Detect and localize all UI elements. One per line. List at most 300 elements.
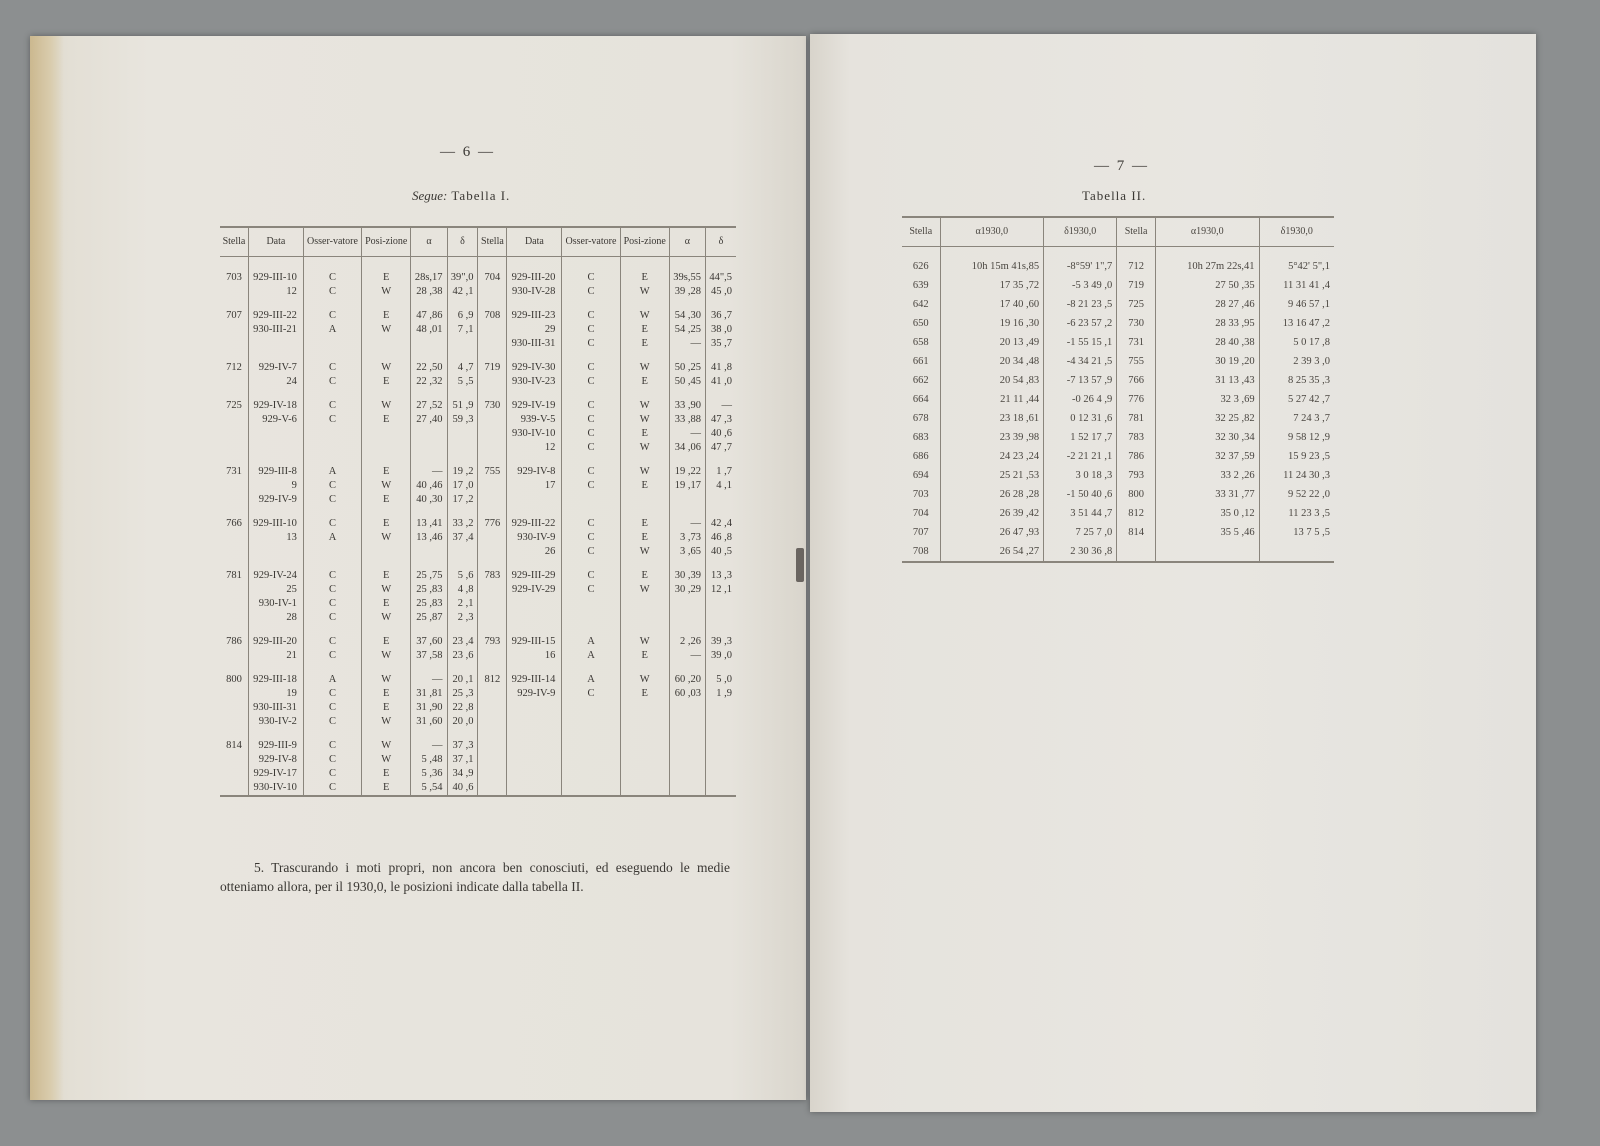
star-number: 766 <box>1117 371 1156 390</box>
star-number: 725 <box>226 400 242 411</box>
table-1-row <box>220 257 736 286</box>
alpha-value: 13 ,41 <box>411 507 447 531</box>
position: W <box>620 413 669 427</box>
alpha-1930: 24 23 ,24 <box>940 447 1044 466</box>
obs-date <box>507 493 562 507</box>
star-number: 814 <box>1117 523 1156 542</box>
table-2-header: Stella <box>902 217 940 247</box>
alpha-value <box>669 715 705 729</box>
obs-date <box>507 597 562 611</box>
alpha-value: — <box>411 455 447 479</box>
left-page <box>30 36 806 1100</box>
table-2-header: α1930,0 <box>940 217 1044 247</box>
star-number <box>220 479 248 493</box>
obs-date <box>248 545 303 559</box>
delta-value: 51 ,9 <box>447 389 478 413</box>
delta-value: 42 ,4 <box>706 507 736 531</box>
star-number <box>220 701 248 715</box>
obs-date: 930-IV-9 <box>507 531 562 545</box>
alpha-1930: 28 27 ,46 <box>1155 295 1259 314</box>
position <box>362 427 411 441</box>
delta-1930: 2 39 3 ,0 <box>1259 352 1334 371</box>
table-2 <box>902 216 1334 565</box>
obs-date: 929-IV-8 <box>507 455 562 479</box>
position: E <box>362 781 411 796</box>
delta-value: 38 ,0 <box>706 323 736 337</box>
alpha-1930: 32 37 ,59 <box>1155 447 1259 466</box>
table-1-row <box>220 781 736 796</box>
star-number: 708 <box>912 546 929 557</box>
table-1-header: Stella <box>478 227 507 257</box>
star-number <box>220 493 248 507</box>
delta-value: 20 ,0 <box>447 715 478 729</box>
table-1-row <box>220 375 736 389</box>
table-1-row <box>220 507 736 531</box>
obs-date <box>507 781 562 796</box>
position: W <box>620 299 669 323</box>
delta-1930: -4 34 21 ,5 <box>1044 352 1117 371</box>
table-2-header-row <box>902 217 1334 247</box>
table-1-header: α <box>411 227 447 257</box>
alpha-value: 33 ,88 <box>669 413 705 427</box>
alpha-value: 60 ,03 <box>669 687 705 701</box>
table-1-row <box>220 285 736 299</box>
table-2-header: δ1930,0 <box>1044 217 1117 247</box>
delta-value: 1 ,7 <box>706 455 736 479</box>
delta-value <box>447 441 478 455</box>
observer: C <box>562 375 620 389</box>
table-1-header: Osser-vatore <box>303 227 361 257</box>
star-number: 626 <box>912 261 929 272</box>
position: E <box>362 455 411 479</box>
alpha-value <box>411 441 447 455</box>
observer: C <box>562 507 620 531</box>
position: W <box>362 663 411 687</box>
delta-value: 22 ,8 <box>447 701 478 715</box>
right-page <box>810 34 1536 1112</box>
observer: C <box>562 285 620 299</box>
star-number <box>220 427 248 441</box>
alpha-value <box>669 611 705 625</box>
table-2-row <box>902 390 1334 409</box>
observer: C <box>303 389 361 413</box>
star-number <box>220 413 248 427</box>
alpha-value: 30 ,29 <box>669 583 705 597</box>
observer: C <box>303 611 361 625</box>
position: E <box>362 413 411 427</box>
delta-value: 5 ,0 <box>706 663 736 687</box>
alpha-1930: 25 21 ,53 <box>940 466 1044 485</box>
obs-date: 929-III-9 <box>248 729 303 753</box>
delta-value: 34 ,9 <box>447 767 478 781</box>
table-1-row <box>220 441 736 455</box>
observer: C <box>562 337 620 351</box>
alpha-value: 39s,55 <box>669 257 705 286</box>
observer: C <box>562 389 620 413</box>
position <box>620 701 669 715</box>
alpha-1930: 26 28 ,28 <box>940 485 1044 504</box>
star-number <box>478 441 507 455</box>
star-number <box>220 545 248 559</box>
delta-value: 59 ,3 <box>447 413 478 427</box>
star-number <box>220 285 248 299</box>
alpha-1930: 23 39 ,98 <box>940 428 1044 447</box>
star-number <box>220 583 248 597</box>
table-1-header: δ <box>706 227 736 257</box>
alpha-value <box>669 767 705 781</box>
obs-date: 929-III-22 <box>248 299 303 323</box>
star-number: 812 <box>478 663 507 687</box>
obs-date: 12 <box>248 285 303 299</box>
delta-value: 2 ,1 <box>447 597 478 611</box>
alpha-1930: 26 54 ,27 <box>940 542 1044 562</box>
alpha-value: 60 ,20 <box>669 663 705 687</box>
star-number <box>478 337 507 351</box>
table-2-body <box>902 247 1334 563</box>
alpha-1930: 10h 15m 41s,85 <box>940 247 1044 277</box>
caption-prefix: Segue: <box>412 188 448 203</box>
obs-date: 28 <box>248 611 303 625</box>
star-number: 678 <box>912 413 929 424</box>
alpha-1930: 26 39 ,42 <box>940 504 1044 523</box>
delta-1930 <box>1259 542 1334 562</box>
delta-value <box>447 337 478 351</box>
observer: C <box>303 715 361 729</box>
table-2-row <box>902 428 1334 447</box>
delta-1930: 5 0 17 ,8 <box>1259 333 1334 352</box>
obs-date <box>507 753 562 767</box>
table-1-row <box>220 559 736 583</box>
observer <box>562 781 620 796</box>
position <box>620 781 669 796</box>
position <box>620 597 669 611</box>
table-2-row <box>902 247 1334 277</box>
table-1-row <box>220 337 736 351</box>
position: W <box>362 753 411 767</box>
table-2-row <box>902 542 1334 562</box>
observer: C <box>303 625 361 649</box>
delta-value: 40 ,5 <box>706 545 736 559</box>
position: W <box>362 715 411 729</box>
delta-value: 37 ,1 <box>447 753 478 767</box>
alpha-value: 19 ,17 <box>669 479 705 493</box>
star-number: 781 <box>1117 409 1156 428</box>
delta-value <box>447 427 478 441</box>
observer: C <box>303 781 361 796</box>
table-2-row <box>902 409 1334 428</box>
obs-date: 24 <box>248 375 303 389</box>
alpha-1930: 23 18 ,61 <box>940 409 1044 428</box>
star-number: 725 <box>1117 295 1156 314</box>
star-number <box>1117 542 1156 562</box>
obs-date: 929-IV-18 <box>248 389 303 413</box>
star-number: 703 <box>912 489 929 500</box>
position <box>362 337 411 351</box>
star-number: 800 <box>226 674 242 685</box>
star-number <box>220 375 248 389</box>
table-1-row <box>220 479 736 493</box>
obs-date: 17 <box>507 479 562 493</box>
paragraph-text: 5. Trascurando i moti propri, non ancora ben conosciuti, ed eseguendo le medie otteniamo allora, per il 1930,0, le posizioni indicate dalla tabella II. <box>220 860 730 894</box>
obs-date: 929-IV-8 <box>248 753 303 767</box>
star-number <box>220 337 248 351</box>
delta-value: 25 ,3 <box>447 687 478 701</box>
delta-1930: -8 21 23 ,5 <box>1044 295 1117 314</box>
table-1-row <box>220 767 736 781</box>
alpha-value: — <box>411 729 447 753</box>
alpha-value: 54 ,25 <box>669 323 705 337</box>
table-2-header: α1930,0 <box>1155 217 1259 247</box>
alpha-value: — <box>669 337 705 351</box>
delta-1930: -0 26 4 ,9 <box>1044 390 1117 409</box>
star-number: 707 <box>226 310 242 321</box>
alpha-1930 <box>1155 542 1259 562</box>
position: W <box>362 323 411 337</box>
delta-value <box>706 753 736 767</box>
position: E <box>620 559 669 583</box>
delta-1930: 3 51 44 ,7 <box>1044 504 1117 523</box>
delta-1930: 9 46 57 ,1 <box>1259 295 1334 314</box>
star-number <box>478 687 507 701</box>
delta-value: 41 ,8 <box>706 351 736 375</box>
position: E <box>362 767 411 781</box>
alpha-1930: 17 40 ,60 <box>940 295 1044 314</box>
table-2-row <box>902 523 1334 542</box>
table-1-row <box>220 611 736 625</box>
table-1-row <box>220 351 736 375</box>
obs-date: 13 <box>248 531 303 545</box>
alpha-1930: 10h 27m 22s,41 <box>1155 247 1259 277</box>
star-number: 662 <box>912 375 929 386</box>
star-number: 781 <box>226 570 242 581</box>
obs-date: 929-III-14 <box>507 663 562 687</box>
delta-value: 39 ,3 <box>706 625 736 649</box>
alpha-value: 25 ,75 <box>411 559 447 583</box>
position: E <box>620 687 669 701</box>
observer: C <box>562 257 620 286</box>
position: W <box>620 351 669 375</box>
obs-date: 930-III-31 <box>507 337 562 351</box>
position: W <box>620 441 669 455</box>
alpha-value: 33 ,90 <box>669 389 705 413</box>
position: E <box>362 559 411 583</box>
delta-value: 39",0 <box>447 257 478 286</box>
position: E <box>362 625 411 649</box>
alpha-value <box>669 729 705 753</box>
star-number: 786 <box>226 636 242 647</box>
observer: C <box>303 413 361 427</box>
star-number <box>478 479 507 493</box>
star-number: 686 <box>912 451 929 462</box>
table-1-row <box>220 753 736 767</box>
alpha-1930: 28 33 ,95 <box>1155 314 1259 333</box>
star-number: 708 <box>478 299 507 323</box>
table-2-row <box>902 352 1334 371</box>
page-number-left: — 6 — <box>440 144 495 160</box>
table-2-header: Stella <box>1117 217 1156 247</box>
table-1-row <box>220 323 736 337</box>
observer: C <box>562 687 620 701</box>
delta-value: 47 ,7 <box>706 441 736 455</box>
star-number: 712 <box>226 362 242 373</box>
delta-value: 4 ,8 <box>447 583 478 597</box>
position: W <box>620 583 669 597</box>
star-number <box>478 545 507 559</box>
delta-1930: 11 31 41 ,4 <box>1259 276 1334 295</box>
table-1-row <box>220 493 736 507</box>
delta-value <box>706 781 736 796</box>
observer <box>303 441 361 455</box>
alpha-value: 40 ,30 <box>411 493 447 507</box>
delta-value: 23 ,6 <box>447 649 478 663</box>
position: E <box>620 257 669 286</box>
table-1-row <box>220 299 736 323</box>
delta-1930: -1 55 15 ,1 <box>1044 333 1117 352</box>
star-number: 800 <box>1117 485 1156 504</box>
table-1-row <box>220 715 736 729</box>
position: E <box>362 299 411 323</box>
alpha-value: 28 ,38 <box>411 285 447 299</box>
delta-value: 37 ,4 <box>447 531 478 545</box>
delta-1930: -5 3 49 ,0 <box>1044 276 1117 295</box>
star-number <box>220 649 248 663</box>
observer: C <box>562 531 620 545</box>
star-number <box>478 375 507 389</box>
star-number: 650 <box>912 318 929 329</box>
delta-value: 40 ,6 <box>447 781 478 796</box>
observer: C <box>303 257 361 286</box>
obs-date: 929-IV-9 <box>248 493 303 507</box>
star-number: 664 <box>912 394 929 405</box>
star-number: 783 <box>478 559 507 583</box>
table-2-row <box>902 371 1334 390</box>
alpha-value <box>669 781 705 796</box>
observer <box>303 427 361 441</box>
alpha-value: 40 ,46 <box>411 479 447 493</box>
observer: A <box>303 323 361 337</box>
delta-value: 12 ,1 <box>706 583 736 597</box>
obs-date: 930-IV-2 <box>248 715 303 729</box>
delta-value: — <box>706 389 736 413</box>
star-number <box>478 531 507 545</box>
delta-1930: 5 27 42 ,7 <box>1259 390 1334 409</box>
alpha-1930: 20 34 ,48 <box>940 352 1044 371</box>
obs-date: 19 <box>248 687 303 701</box>
delta-value: 5 ,6 <box>447 559 478 583</box>
delta-value: 2 ,3 <box>447 611 478 625</box>
position: E <box>362 597 411 611</box>
table-2-header: δ1930,0 <box>1259 217 1334 247</box>
table-1-header-row <box>220 227 736 257</box>
table-1-header: Osser-vatore <box>562 227 620 257</box>
position: E <box>620 507 669 531</box>
delta-1930: 15 9 23 ,5 <box>1259 447 1334 466</box>
obs-date: 929-IV-9 <box>507 687 562 701</box>
obs-date: 929-III-10 <box>248 257 303 286</box>
star-number: 712 <box>1117 247 1156 277</box>
observer: C <box>303 559 361 583</box>
observer: C <box>303 753 361 767</box>
delta-value: 19 ,2 <box>447 455 478 479</box>
alpha-value: 22 ,50 <box>411 351 447 375</box>
position: W <box>362 285 411 299</box>
obs-date: 929-III-10 <box>248 507 303 531</box>
delta-value: 20 ,1 <box>447 663 478 687</box>
observer: C <box>303 767 361 781</box>
star-number <box>478 493 507 507</box>
alpha-1930: 26 47 ,93 <box>940 523 1044 542</box>
observer: A <box>562 649 620 663</box>
alpha-value: 13 ,46 <box>411 531 447 545</box>
obs-date <box>507 715 562 729</box>
delta-1930: -6 23 57 ,2 <box>1044 314 1117 333</box>
obs-date <box>507 767 562 781</box>
table-1-row <box>220 413 736 427</box>
star-number <box>478 767 507 781</box>
obs-date: 929-III-22 <box>507 507 562 531</box>
obs-date <box>507 611 562 625</box>
delta-value: 17 ,2 <box>447 493 478 507</box>
alpha-value: 5 ,54 <box>411 781 447 796</box>
obs-date: 929-III-20 <box>248 625 303 649</box>
obs-date: 930-IV-10 <box>507 427 562 441</box>
observer: C <box>303 351 361 375</box>
observer: C <box>303 729 361 753</box>
observer: C <box>562 545 620 559</box>
alpha-1930: 31 13 ,43 <box>1155 371 1259 390</box>
alpha-value: 39 ,28 <box>669 285 705 299</box>
star-number <box>220 753 248 767</box>
alpha-value: 37 ,58 <box>411 649 447 663</box>
alpha-1930: 33 2 ,26 <box>1155 466 1259 485</box>
star-number: 783 <box>1117 428 1156 447</box>
table-1-row <box>220 597 736 611</box>
alpha-value <box>411 545 447 559</box>
alpha-value: 50 ,45 <box>669 375 705 389</box>
obs-date: 930-III-31 <box>248 701 303 715</box>
star-number <box>478 597 507 611</box>
obs-date: 929-III-15 <box>507 625 562 649</box>
observer <box>562 701 620 715</box>
position: E <box>620 337 669 351</box>
delta-1930: 0 12 31 ,6 <box>1044 409 1117 428</box>
star-number: 776 <box>1117 390 1156 409</box>
alpha-value: 19 ,22 <box>669 455 705 479</box>
observer <box>562 493 620 507</box>
alpha-value: — <box>669 649 705 663</box>
position: W <box>362 611 411 625</box>
delta-value: 36 ,7 <box>706 299 736 323</box>
position: W <box>620 389 669 413</box>
star-number: 639 <box>912 280 929 291</box>
alpha-value: — <box>669 507 705 531</box>
position: W <box>362 729 411 753</box>
delta-value <box>706 701 736 715</box>
paragraph-5 <box>220 858 730 896</box>
alpha-value: 3 ,65 <box>669 545 705 559</box>
observer: C <box>303 375 361 389</box>
table-2-row <box>902 333 1334 352</box>
alpha-value <box>669 493 705 507</box>
delta-1930: 3 0 18 ,3 <box>1044 466 1117 485</box>
alpha-value <box>669 753 705 767</box>
star-number: 776 <box>478 507 507 531</box>
delta-1930: 9 58 12 ,9 <box>1259 428 1334 447</box>
alpha-value: 34 ,06 <box>669 441 705 455</box>
observer: C <box>303 701 361 715</box>
alpha-value <box>411 337 447 351</box>
position: W <box>362 583 411 597</box>
